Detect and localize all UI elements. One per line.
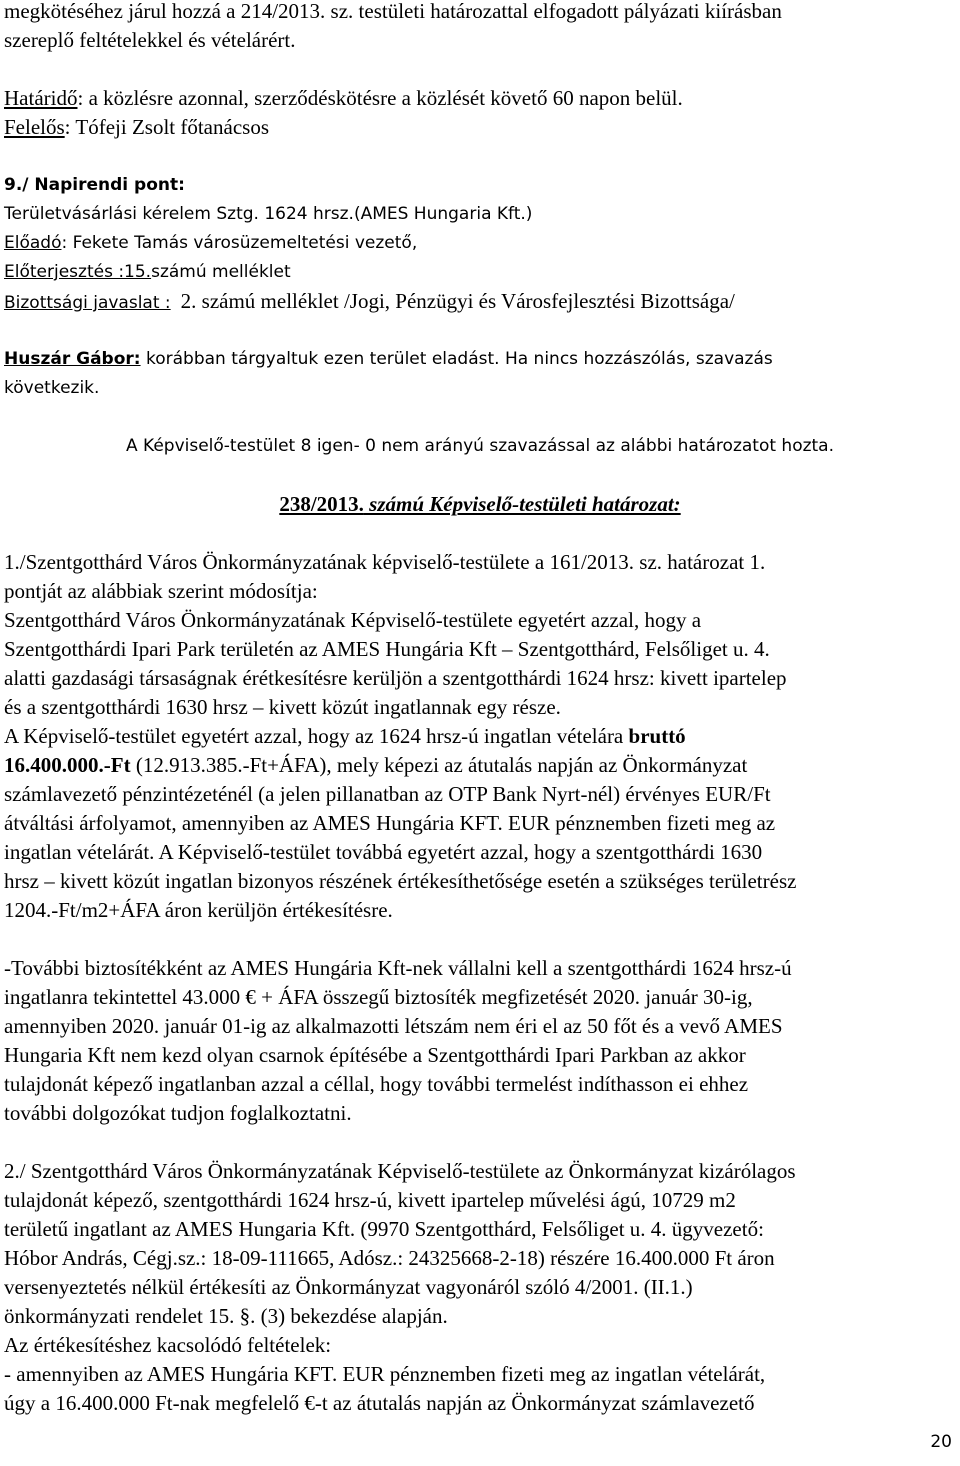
- speech-line-1: [4, 345, 773, 374]
- price-amount-line: [4, 751, 747, 780]
- paragraph-line: - amennyiben az AMES Hungária KFT. EUR pénznemben fizeti meg az ingatlan vételárát,: [4, 1362, 766, 1386]
- paragraph-line: területű ingatlant az AMES Hungaria Kft. (9970 Szentgotthárd, Felsőliget u. 4. ügyvezető:: [4, 1217, 764, 1241]
- speech-text-1: korábban tárgyaltuk ezen terület eladást. Ha nincs hozzászólás, szavazás: [140, 349, 773, 369]
- paragraph-line: átváltási árfolyamot, amennyiben az AMES Hungária KFT. EUR pénznemben fizeti meg az: [4, 811, 776, 835]
- paragraph-line: Szentgotthárdi Ipari Park területén az AMES Hungária Kft – Szentgotthárd, Felsőliget u. 4.: [4, 637, 770, 661]
- paragraph-line: Hungaria Kft nem kezd olyan csarnok építésébe a Szentgotthárdi Ipari Parkban az akkor: [4, 1043, 746, 1067]
- price-amount: 16.400.000.-Ft: [4, 753, 131, 777]
- paragraph-line: Hóbor András, Cégj.sz.: 18-09-111665, Adósz.: 24325668-2-18) részére 16.400.000 Ft áron: [4, 1246, 775, 1270]
- committee-line: [4, 287, 735, 318]
- paragraph-line: -További biztosítékként az AMES Hungária Kft-nek vállalni kell a szentgotthárdi 1624 hrsz-ú: [4, 956, 792, 980]
- submission-line: [4, 258, 291, 287]
- paragraph-line: önkormányzati rendelet 15. §. (3) bekezdése alapján.: [4, 1304, 448, 1328]
- paragraph-line: 1./Szentgotthárd Város Önkormányzatának képviselő-testülete a 161/2013. sz. határozat 1.: [4, 550, 766, 574]
- paragraph-line: amennyiben 2020. január 01-ig az alkalmazotti létszám nem éri el az 50 főt és a vevő AMES: [4, 1014, 783, 1038]
- price-line: [4, 722, 686, 751]
- deadline-label: Határidő: [4, 86, 78, 110]
- committee-text: 2. számú melléklet /Jogi, Pénzügyi és Városfejlesztési Bizottsága/: [180, 289, 735, 313]
- agenda-heading: 9./ Napirendi pont:: [4, 175, 185, 195]
- speaker-name: Huszár Gábor:: [4, 349, 141, 369]
- paragraph-line: pontját az alábbiak szerint módosítja:: [4, 579, 318, 603]
- paragraph-line: versenyeztetés nélkül értékesíti az Önkormányzat vagyonáról szóló 4/2001. (II.1.): [4, 1275, 693, 1299]
- paragraph-line: alatti gazdasági társaságnak érétkesítésre kerüljön a szentgotthárdi 1624 hrsz: kivett ipartelep: [4, 666, 787, 690]
- paragraph-line: számlavezető pénzintézeténél (a jelen pillanatban az OTP Bank Nyrt-nél) érvényes EUR/Ft: [4, 782, 771, 806]
- paragraph-line: 1204.-Ft/m2+ÁFA áron kerüljön értékesítésre.: [4, 898, 393, 922]
- price-gross-label: bruttó: [628, 724, 686, 748]
- deadline-text: : a közlésre azonnal, szerződéskötésre a közlését követő 60 napon belül.: [77, 86, 683, 110]
- paragraph-line: további dolgozókat tudjon foglalkoztatni.: [4, 1101, 352, 1125]
- paragraph-line: tulajdonát képező ingatlanban azzal a céllal, hogy további termelést indíthasson ei ehhez: [4, 1072, 749, 1096]
- presenter-line: [4, 229, 417, 258]
- deadline-line: [4, 84, 683, 113]
- paragraph-line: Az értékesítéshez kacsolódó feltételek:: [4, 1333, 332, 1357]
- paragraph-line: úgy a 16.400.000 Ft-nak megfelelő €-t az átutalás napján az Önkormányzat számlavezető: [4, 1391, 755, 1415]
- speech-line-2: következik.: [4, 378, 100, 398]
- price-pre: A Képviselő-testület egyetért azzal, hogy az 1624 hrsz-ú ingatlan vételára: [4, 724, 629, 748]
- responsible-text: : Tófeji Zsolt főtanácsos: [64, 115, 269, 139]
- paragraph-line: és a szentgotthárdi 1630 hrsz – kivett közút ingatlannak egy része.: [4, 695, 561, 719]
- committee-label: Bizottsági javaslat :: [4, 293, 171, 313]
- paragraph-line: hrsz – kivett közút ingatlan bizonyos részének értékesíthetősége esetén a szükséges területrész: [4, 869, 797, 893]
- resolution-number: 238/2013.: [279, 492, 364, 516]
- responsible-line: [4, 113, 269, 142]
- resolution-heading: [0, 490, 960, 519]
- price-rest: (12.913.385.-Ft+ÁFA), mely képezi az átutalás napján az Önkormányzat: [130, 753, 748, 777]
- intro-line-2: szereplő feltételekkel és vételárért.: [4, 28, 296, 52]
- paragraph-line: ingatlanra tekintettel 43.000 € + ÁFA összegű biztosíték megfizetését 2020. január 30-ig,: [4, 985, 753, 1009]
- presenter-label: Előadó: [4, 233, 62, 253]
- responsible-label: Felelős: [4, 115, 65, 139]
- submission-label: Előterjesztés :15.: [4, 262, 152, 282]
- submission-text: számú melléklet: [151, 262, 291, 282]
- paragraph-line: tulajdonát képező, szentgotthárdi 1624 hrsz-ú, kivett ipartelep művelési ágú, 10729 m2: [4, 1188, 736, 1212]
- presenter-text: : Fekete Tamás városüzemeltetési vezető,: [61, 233, 418, 253]
- agenda-title: Területvásárlási kérelem Sztg. 1624 hrsz.(AMES Hungaria Kft.): [4, 204, 533, 224]
- vote-result: A Képviselő-testület 8 igen- 0 nem arányú szavazással az alábbi határozatot hozta.: [125, 436, 834, 456]
- paragraph-line: 2./ Szentgotthárd Város Önkormányzatának Képviselő-testülete az Önkormányzat kizárólagos: [4, 1159, 796, 1183]
- paragraph-line: ingatlan vételárát. A Képviselő-testület továbbá egyetért azzal, hogy a szentgotthárdi 1630: [4, 840, 763, 864]
- paragraph-line: Szentgotthárd Város Önkormányzatának Képviselő-testülete egyetért azzal, hogy a: [4, 608, 702, 632]
- resolution-title: számú Képviselő-testületi határozat:: [363, 492, 681, 516]
- page-number: 20: [930, 1432, 952, 1452]
- intro-line-1: megkötéséhez járul hozzá a 214/2013. sz. testületi határozattal elfogadott pályázati kiírásban: [4, 0, 782, 23]
